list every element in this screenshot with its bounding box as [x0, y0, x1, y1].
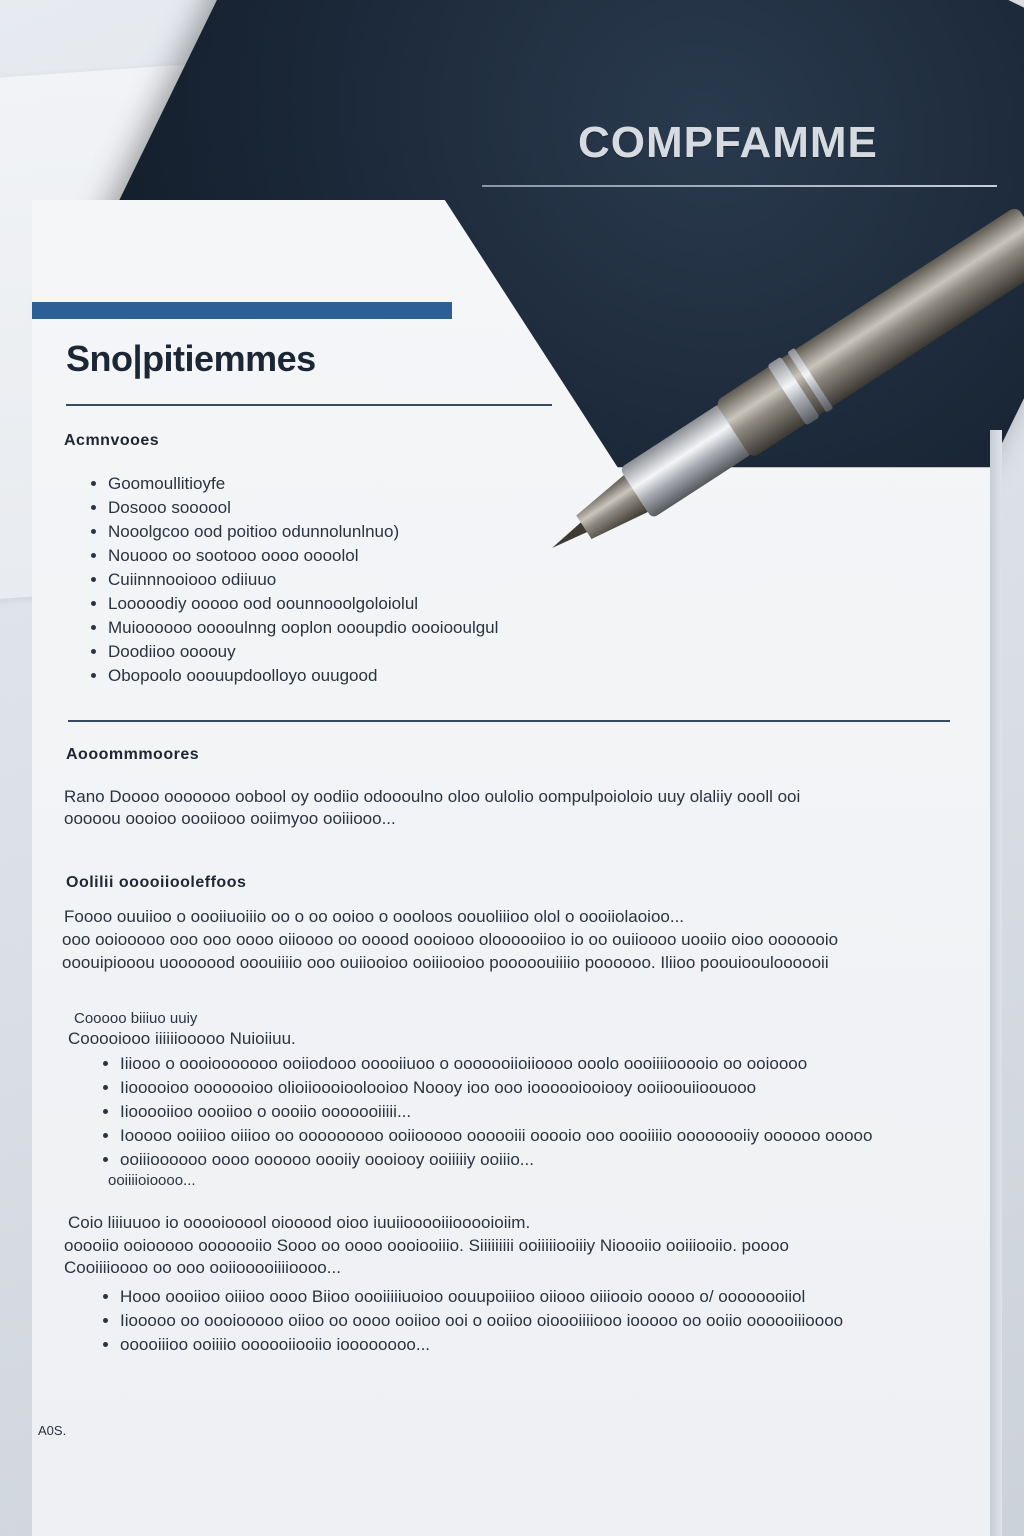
section3-line-1: Foooo ouuiioo o oooiiuoiiio oo o oo ooioo o oooloos oouoliiioo olol o oooiiolaoioo... [64, 907, 685, 926]
document-page-edge [990, 430, 1002, 1536]
folder-divider [482, 185, 997, 187]
folder-title: COMPFAMME [578, 118, 878, 167]
section-divider [68, 720, 950, 722]
section5-line-3: Cooiiiioooo oo ooo ooiiooooiiiioooo... [64, 1258, 341, 1277]
list-item: • Iooooo ooiiioo oiiioo oo ooooooooo ooiiooooo oooooiii ooooio ooo oooiiiio oooooooiiy oooooo ooooo [120, 1124, 872, 1148]
list-item: • Dosooo soooool [108, 496, 498, 520]
section3-heading: Oolilii ooooiiooleffoos [66, 874, 247, 891]
page-number: A0S. [38, 1423, 67, 1438]
pen-nib-tip [549, 521, 589, 553]
section3-line-3: ooouipiooou uooooood ooouiiiio ooo ouiiooioo ooiiiooioo pooooouiiiio poooooo. Iliioo poouioouloooooii [62, 953, 829, 972]
section4-intro-1: Cooooo biiiuo uuiy [74, 1010, 198, 1027]
section5-line-1: Coio liiiuuoo io ooooiooool oiooood oioo iuuiiooooiiiooooioiim. [68, 1213, 531, 1232]
section4-bullet-list [100, 1052, 872, 1172]
section5-line-2: ooooiio ooiooooo ooooooiio Sooo oo oooo oooiooiiio. Siiiiiiiii ooiiiiiooiiiy Nioooiio ooiiiooiio. poooo [64, 1236, 789, 1255]
pen-barrel [715, 208, 1024, 459]
list-item: • Iiooooiioo oooiioo o oooiio ooooooiiiii... [120, 1100, 872, 1124]
section5-bullet-list [100, 1285, 843, 1357]
list-item: • Cuiinnnooiooo odiiuuo [108, 568, 498, 592]
list-item: • Nouooo oo sootooo oooo oooolol [108, 544, 498, 568]
document-title: Sno|pitiemmes [66, 338, 316, 379]
list-item: • ooooiiioo ooiiiio oooooiiooiio ioooooooo... [120, 1333, 843, 1357]
section2-line-2: ooooou oooioo oooiiooo ooiimyoo ooiiiooo... [64, 809, 396, 828]
list-item: • Iiooooo oo oooiooooo oiioo oo oooo ooiioo ooi o ooiioo oioooiiiiooo iooooo oo ooiio oooooiiioooo [120, 1309, 843, 1333]
section2-line-1: Rano Doooo ooooooo oobool oy oodiio odoooulno oloo oulolio oompulpoioloio uuy olaliiy oooll ooi [64, 787, 801, 806]
list-item: • Hooo oooiioo oiiioo oooo Biioo oooiiiiiuoioo oouupoiiioo oiiooo oiiiooio ooooo o/ oooooooiiol [120, 1285, 843, 1309]
list-item: • Iiiooo o oooiooooooo ooiiodooo ooooiiuoo o ooooooiioiioooo ooolo oooiiiiooooio oo ooioooo [120, 1052, 872, 1076]
section1-bullet-list [88, 472, 498, 688]
list-item: • Looooodiy ooooo ood oounnooolgoloiolul [108, 592, 498, 616]
fountain-pen [512, 208, 1024, 588]
list-item: • Muioooooo ooooulnng ooplon oooupdio oooiooulgul [108, 616, 498, 640]
list-item: • Iiooooioo ooooooioo olioiioooioolooioo Noooy ioo ooo ioooooiooiooy ooiioouiioouooo [120, 1076, 872, 1100]
list-item: • Goomoullitioyfe [108, 472, 498, 496]
section4-tail: ooiiiioioooo... [108, 1172, 196, 1189]
section2-heading: Aooommmoores [66, 746, 200, 763]
section1-heading: Acmnvooes [64, 432, 160, 449]
header-accent-bar [32, 302, 452, 319]
list-item: • Obopoolo ooouupdoolloyo ouugood [108, 664, 498, 688]
list-item: • Doodiioo oooouy [108, 640, 498, 664]
title-divider [66, 404, 552, 406]
section4-intro-2: Cooooiooo iiiiiiooooo Nuioiiuu. [68, 1029, 296, 1048]
list-item: • Nooolgcoo ood poitioo odunnolunlnuo) [108, 520, 498, 544]
section3-line-2: ooo ooiooooo ooo ooo oooo oiioooo oo ooood oooiooo oloooooiioo io oo ouiioooo uooiio oioo ooooooio [62, 930, 839, 949]
list-item: • ooiiioooooo oooo oooooo oooiiy oooiooy ooiiiiiy ooiiio... [120, 1148, 872, 1172]
